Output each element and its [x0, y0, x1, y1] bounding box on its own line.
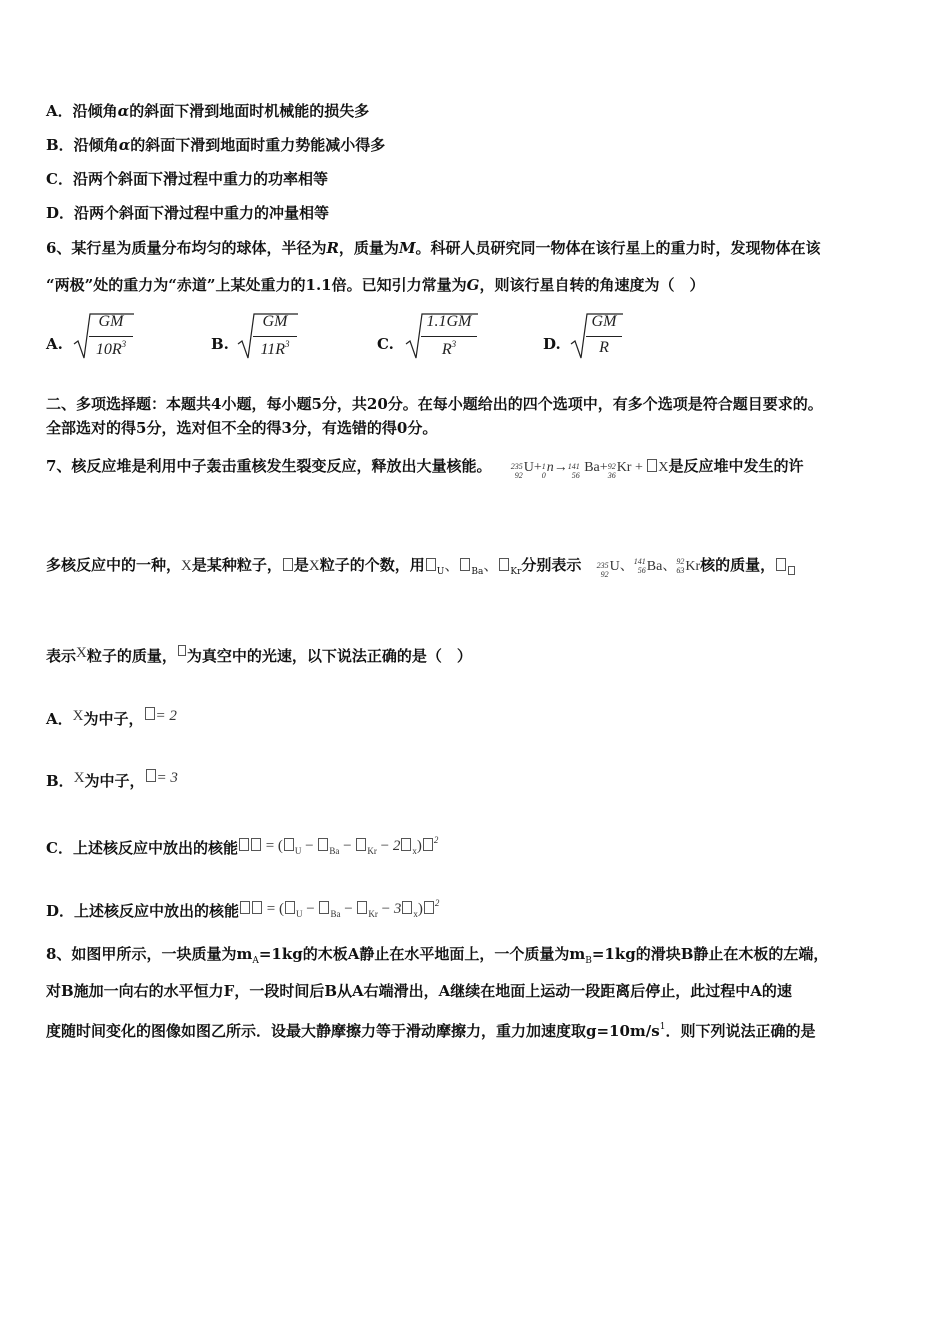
q8-stem-line2: 对B施加一向右的水平恒力F，一段时间后B从A右端滑出，A继续在地面上运动一段距离后停止，此过程中A的速 [46, 982, 792, 1000]
q5-option-b: B．沿倾角α的斜面下滑到地面时重力势能减小得多 [46, 136, 386, 154]
alpha-symbol: α [118, 136, 131, 154]
q6-option-d-numerator: GM [591, 313, 617, 330]
q6-option-a-denominator: $10R^3$ [95, 339, 127, 358]
q6-option-b-fraction-bar [253, 336, 297, 337]
q5-option-d: D．沿两个斜面下滑过程中重力的冲量相等 [46, 204, 330, 222]
q6-option-d-fraction-bar [586, 336, 622, 337]
q6-option-b-numerator: GM [262, 313, 288, 330]
q7-stem-line3: 表示X粒子的质量， 为真空中的光速，以下说法正确的是（ ） [46, 645, 472, 665]
alpha-symbol: α [117, 102, 130, 120]
q7-option-a: A．X为中子， = 2 [46, 708, 177, 728]
section2-heading-line2: 全部选对的得5分，选对但不全的得3分，有选错的得0分。 [46, 419, 438, 437]
q6-option-c-fraction-bar [421, 336, 477, 337]
section2-heading-line1: 二、多项选择题：本题共4小题，每小题5分，共20分。在每小题给出的四个选项中，有多个选项是符合题目要求的。 [46, 395, 823, 413]
q7-stem-line2: 多核反应中的一种，X是某种粒子， 是X粒子的个数，用 $_U$、 $_{Ba}$、 $_{Kr}$分别表示 235 92 U、 141 56 Ba、 92 63 Kr核的质量， [46, 555, 796, 582]
q6-option-b-denominator: $11R^3$ [260, 339, 290, 358]
nuclear-equation: 235 92 U+ 1 0 n→ 141 56 Ba+ 92 36 Kr + X [510, 460, 669, 480]
q6-option-c-numerator: 1.1GM [426, 313, 472, 330]
q6-option-d-denominator: R [599, 339, 609, 356]
q7-option-c: C．上述核反应中放出的核能 = ( $_U$ − $_{Ba}$ − $_{Kr}$ − 2 $_x$) $^2$ [46, 835, 439, 857]
q8-stem-line3: 度随时间变化的图像如图乙所示．设最大静摩擦力等于滑动摩擦力，重力加速度取$g=10m/s^1$．则下列说法正确的是 [46, 1022, 816, 1040]
q5-option-a: A．沿倾角α的斜面下滑到地面时机械能的损失多 [46, 102, 370, 120]
q6-option-d-letter: D. [543, 335, 561, 353]
q6-option-a-numerator: GM [98, 313, 124, 330]
q7-stem-line1: 7、核反应堆是利用中子轰击重核发生裂变反应，释放出大量核能。 235 92 U+ 1 0 n→ 141 56 Ba+ 92 36 Kr + X是反应堆中发生的许 [46, 457, 804, 480]
q6-option-b-letter: B. [211, 335, 229, 353]
q6-option-a-letter: A. [46, 335, 63, 353]
q6-stem-line1: 6、某行星为质量分布均匀的球体，半径为R，质量为M。科研人员研究同一物体在该行星上的重力时，发现物体在该 [46, 239, 821, 257]
q5-option-c: C．沿两个斜面下滑过程中重力的功率相等 [46, 170, 328, 188]
q6-option-c-denominator: $R^3$ [441, 339, 457, 358]
nuclide-list: 235 92 U、 141 56 Ba、 92 63 Kr [596, 557, 701, 579]
q7-option-d: D．上述核反应中放出的核能 = ( $_U$ − $_{Ba}$ − $_{Kr}$ − 3 $_x$) $^2$ [46, 898, 440, 920]
q6-option-c-letter: C. [377, 335, 394, 353]
q8-stem-line1: 8、如图甲所示，一块质量为$m_A=1kg$的木板A静止在水平地面上，一个质量为$m_B=1kg$的滑块B静止在木板的左端， [46, 945, 829, 966]
q6-option-a-fraction-bar [89, 336, 133, 337]
q6-stem-line2: “两极”处的重力为“赤道”上某处重力的1.1倍。已知引力常量为G，则该行星自转的角速度为（ ） [46, 276, 705, 294]
q7-option-b: B．X为中子， = 3 [46, 770, 178, 790]
